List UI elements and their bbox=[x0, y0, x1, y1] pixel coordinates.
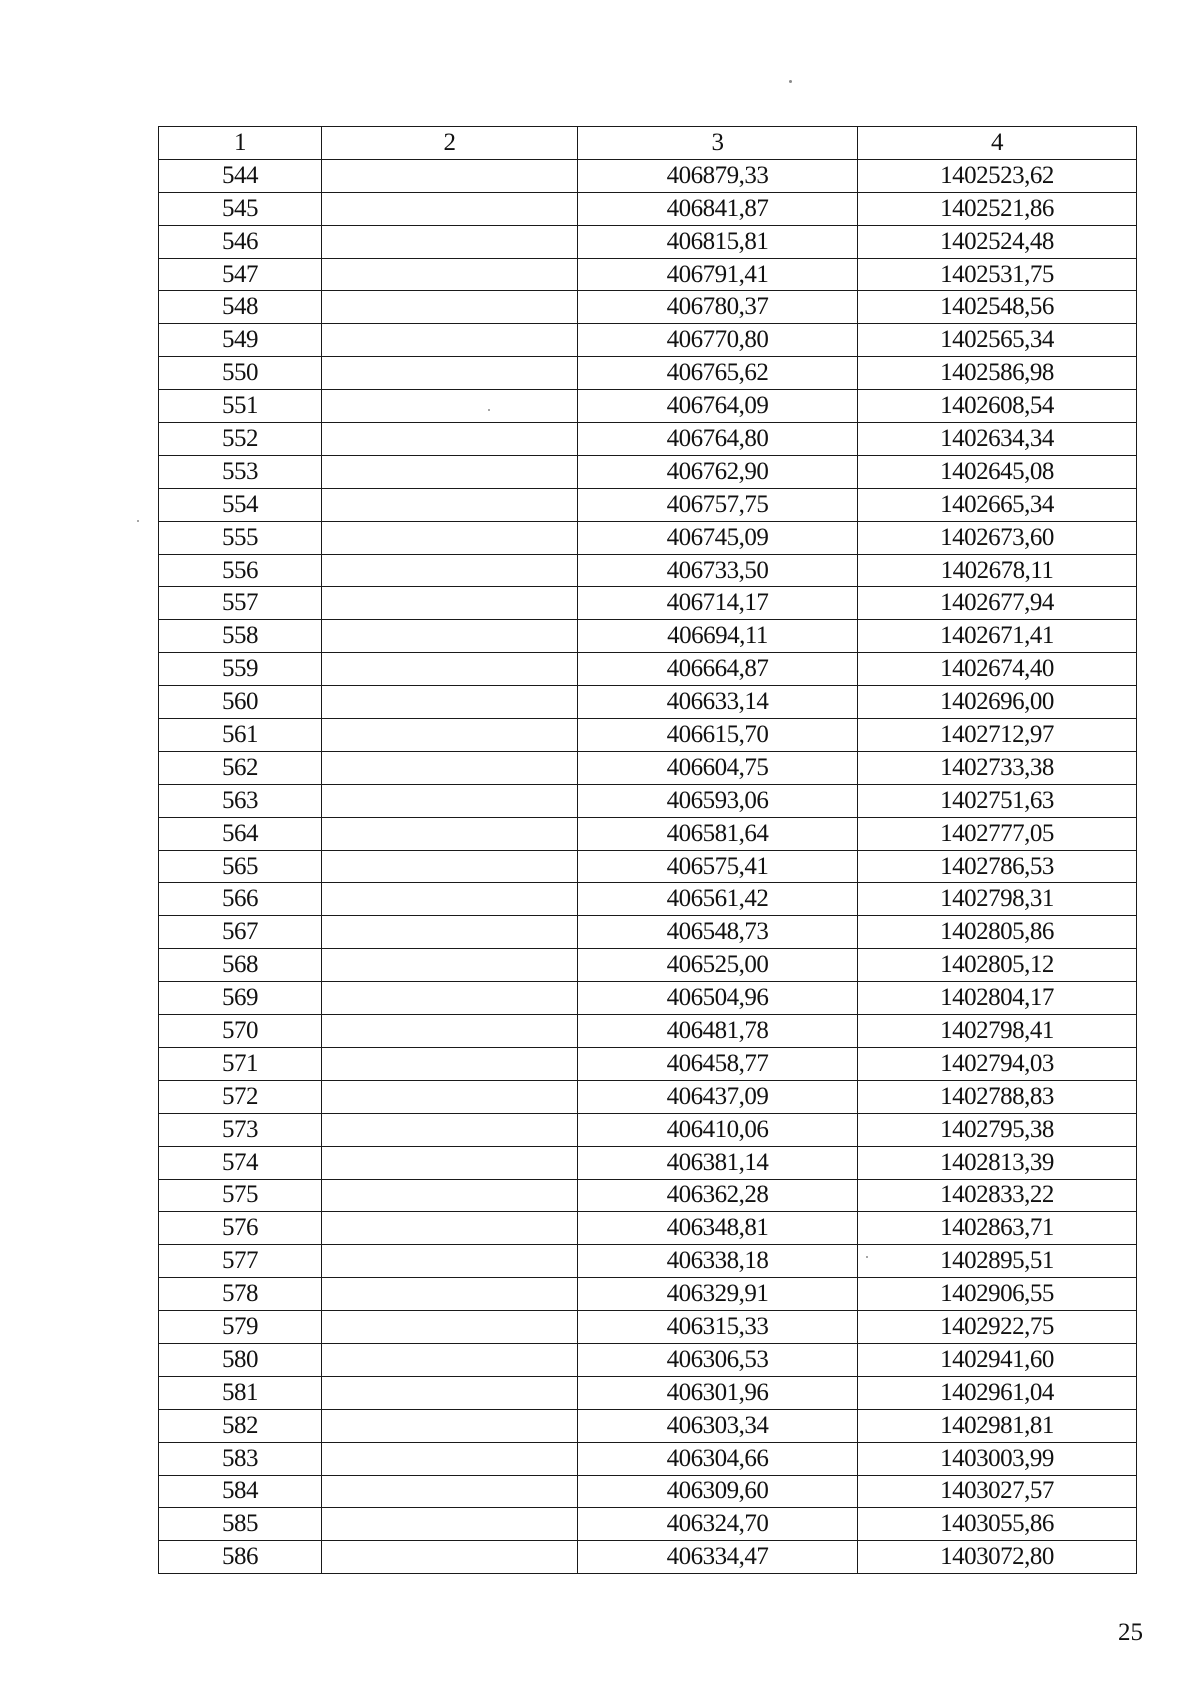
empty-cell bbox=[322, 488, 578, 521]
scan-speck bbox=[137, 520, 139, 522]
table-row bbox=[159, 1409, 1137, 1442]
table-row bbox=[159, 192, 1137, 225]
x-coordinate-cell: 406733,50 bbox=[578, 554, 858, 587]
x-coordinate-cell: 406841,87 bbox=[578, 192, 858, 225]
point-number-cell: 580 bbox=[159, 1343, 322, 1376]
y-coordinate-cell: 1402677,94 bbox=[858, 587, 1137, 620]
empty-cell bbox=[322, 784, 578, 817]
empty-cell bbox=[322, 817, 578, 850]
table-body bbox=[159, 159, 1137, 1573]
x-coordinate-cell: 406329,91 bbox=[578, 1278, 858, 1311]
empty-cell bbox=[322, 521, 578, 554]
table-row bbox=[159, 390, 1137, 423]
empty-cell bbox=[322, 1442, 578, 1475]
y-coordinate-cell: 1402804,17 bbox=[858, 982, 1137, 1015]
x-coordinate-cell: 406664,87 bbox=[578, 653, 858, 686]
x-coordinate-cell: 406362,28 bbox=[578, 1179, 858, 1212]
empty-cell bbox=[322, 1311, 578, 1344]
table-row bbox=[159, 1311, 1137, 1344]
y-coordinate-cell: 1402608,54 bbox=[858, 390, 1137, 423]
point-number-cell: 547 bbox=[159, 258, 322, 291]
scan-speck bbox=[789, 80, 792, 83]
x-coordinate-cell: 406561,42 bbox=[578, 883, 858, 916]
x-coordinate-cell: 406481,78 bbox=[578, 1015, 858, 1048]
empty-cell bbox=[322, 1015, 578, 1048]
point-number-cell: 566 bbox=[159, 883, 322, 916]
empty-cell bbox=[322, 949, 578, 982]
y-coordinate-cell: 1402922,75 bbox=[858, 1311, 1137, 1344]
y-coordinate-cell: 1402645,08 bbox=[858, 455, 1137, 488]
y-coordinate-cell: 1402833,22 bbox=[858, 1179, 1137, 1212]
header-cell-1: 1 bbox=[159, 127, 322, 160]
point-number-cell: 576 bbox=[159, 1212, 322, 1245]
table-row bbox=[159, 850, 1137, 883]
point-number-cell: 578 bbox=[159, 1278, 322, 1311]
y-coordinate-cell: 1402531,75 bbox=[858, 258, 1137, 291]
empty-cell bbox=[322, 390, 578, 423]
y-coordinate-cell: 1402524,48 bbox=[858, 225, 1137, 258]
x-coordinate-cell: 406581,64 bbox=[578, 817, 858, 850]
y-coordinate-cell: 1402961,04 bbox=[858, 1376, 1137, 1409]
empty-cell bbox=[322, 357, 578, 390]
empty-cell bbox=[322, 1047, 578, 1080]
x-coordinate-cell: 406575,41 bbox=[578, 850, 858, 883]
y-coordinate-cell: 1402798,31 bbox=[858, 883, 1137, 916]
empty-cell bbox=[322, 1541, 578, 1574]
y-coordinate-cell: 1402813,39 bbox=[858, 1146, 1137, 1179]
x-coordinate-cell: 406324,70 bbox=[578, 1508, 858, 1541]
y-coordinate-cell: 1402565,34 bbox=[858, 324, 1137, 357]
x-coordinate-cell: 406633,14 bbox=[578, 686, 858, 719]
x-coordinate-cell: 406410,06 bbox=[578, 1113, 858, 1146]
x-coordinate-cell: 406315,33 bbox=[578, 1311, 858, 1344]
point-number-cell: 569 bbox=[159, 982, 322, 1015]
x-coordinate-cell: 406301,96 bbox=[578, 1376, 858, 1409]
y-coordinate-cell: 1402805,86 bbox=[858, 916, 1137, 949]
empty-cell bbox=[322, 653, 578, 686]
point-number-cell: 570 bbox=[159, 1015, 322, 1048]
point-number-cell: 579 bbox=[159, 1311, 322, 1344]
point-number-cell: 551 bbox=[159, 390, 322, 423]
point-number-cell: 583 bbox=[159, 1442, 322, 1475]
x-coordinate-cell: 406762,90 bbox=[578, 455, 858, 488]
y-coordinate-cell: 1402788,83 bbox=[858, 1080, 1137, 1113]
table-row bbox=[159, 719, 1137, 752]
y-coordinate-cell: 1402733,38 bbox=[858, 751, 1137, 784]
y-coordinate-cell: 1402678,11 bbox=[858, 554, 1137, 587]
table-row bbox=[159, 916, 1137, 949]
x-coordinate-cell: 406780,37 bbox=[578, 291, 858, 324]
table-row bbox=[159, 817, 1137, 850]
table-row bbox=[159, 1212, 1137, 1245]
point-number-cell: 549 bbox=[159, 324, 322, 357]
empty-cell bbox=[322, 1376, 578, 1409]
point-number-cell: 550 bbox=[159, 357, 322, 390]
table-row bbox=[159, 455, 1137, 488]
empty-cell bbox=[322, 982, 578, 1015]
point-number-cell: 584 bbox=[159, 1475, 322, 1508]
table-row bbox=[159, 1541, 1137, 1574]
point-number-cell: 545 bbox=[159, 192, 322, 225]
x-coordinate-cell: 406525,00 bbox=[578, 949, 858, 982]
header-cell-3: 3 bbox=[578, 127, 858, 160]
table-row bbox=[159, 159, 1137, 192]
empty-cell bbox=[322, 455, 578, 488]
empty-cell bbox=[322, 1113, 578, 1146]
empty-cell bbox=[322, 159, 578, 192]
y-coordinate-cell: 1402674,40 bbox=[858, 653, 1137, 686]
x-coordinate-cell: 406309,60 bbox=[578, 1475, 858, 1508]
table-row bbox=[159, 225, 1137, 258]
point-number-cell: 557 bbox=[159, 587, 322, 620]
table-row bbox=[159, 1442, 1137, 1475]
empty-cell bbox=[322, 225, 578, 258]
point-number-cell: 562 bbox=[159, 751, 322, 784]
header-row bbox=[159, 127, 1137, 160]
point-number-cell: 572 bbox=[159, 1080, 322, 1113]
point-number-cell: 571 bbox=[159, 1047, 322, 1080]
y-coordinate-cell: 1402523,62 bbox=[858, 159, 1137, 192]
empty-cell bbox=[322, 916, 578, 949]
point-number-cell: 575 bbox=[159, 1179, 322, 1212]
page-number: 25 bbox=[1118, 1619, 1143, 1646]
point-number-cell: 548 bbox=[159, 291, 322, 324]
y-coordinate-cell: 1403027,57 bbox=[858, 1475, 1137, 1508]
point-number-cell: 544 bbox=[159, 159, 322, 192]
x-coordinate-cell: 406303,34 bbox=[578, 1409, 858, 1442]
x-coordinate-cell: 406306,53 bbox=[578, 1343, 858, 1376]
header-cell-4: 4 bbox=[858, 127, 1137, 160]
table-row bbox=[159, 423, 1137, 456]
table-header bbox=[159, 127, 1137, 160]
table-row bbox=[159, 587, 1137, 620]
empty-cell bbox=[322, 1179, 578, 1212]
point-number-cell: 565 bbox=[159, 850, 322, 883]
empty-cell bbox=[322, 587, 578, 620]
y-coordinate-cell: 1402981,81 bbox=[858, 1409, 1137, 1442]
table-row bbox=[159, 784, 1137, 817]
empty-cell bbox=[322, 192, 578, 225]
empty-cell bbox=[322, 883, 578, 916]
x-coordinate-cell: 406714,17 bbox=[578, 587, 858, 620]
table-row bbox=[159, 620, 1137, 653]
y-coordinate-cell: 1403072,80 bbox=[858, 1541, 1137, 1574]
empty-cell bbox=[322, 1212, 578, 1245]
table-row bbox=[159, 1343, 1137, 1376]
point-number-cell: 567 bbox=[159, 916, 322, 949]
empty-cell bbox=[322, 423, 578, 456]
x-coordinate-cell: 406745,09 bbox=[578, 521, 858, 554]
x-coordinate-cell: 406548,73 bbox=[578, 916, 858, 949]
empty-cell bbox=[322, 291, 578, 324]
point-number-cell: 561 bbox=[159, 719, 322, 752]
y-coordinate-cell: 1402634,34 bbox=[858, 423, 1137, 456]
table-row bbox=[159, 1047, 1137, 1080]
table-row bbox=[159, 653, 1137, 686]
y-coordinate-cell: 1402795,38 bbox=[858, 1113, 1137, 1146]
point-number-cell: 560 bbox=[159, 686, 322, 719]
y-coordinate-cell: 1402786,53 bbox=[858, 850, 1137, 883]
x-coordinate-cell: 406770,80 bbox=[578, 324, 858, 357]
x-coordinate-cell: 406765,62 bbox=[578, 357, 858, 390]
empty-cell bbox=[322, 1475, 578, 1508]
table-row bbox=[159, 521, 1137, 554]
table-row bbox=[159, 291, 1137, 324]
x-coordinate-cell: 406504,96 bbox=[578, 982, 858, 1015]
y-coordinate-cell: 1402777,05 bbox=[858, 817, 1137, 850]
point-number-cell: 574 bbox=[159, 1146, 322, 1179]
coordinates-table bbox=[158, 126, 1137, 1574]
x-coordinate-cell: 406458,77 bbox=[578, 1047, 858, 1080]
point-number-cell: 586 bbox=[159, 1541, 322, 1574]
y-coordinate-cell: 1402521,86 bbox=[858, 192, 1137, 225]
y-coordinate-cell: 1402941,60 bbox=[858, 1343, 1137, 1376]
empty-cell bbox=[322, 1080, 578, 1113]
x-coordinate-cell: 406615,70 bbox=[578, 719, 858, 752]
point-number-cell: 558 bbox=[159, 620, 322, 653]
point-number-cell: 546 bbox=[159, 225, 322, 258]
point-number-cell: 563 bbox=[159, 784, 322, 817]
y-coordinate-cell: 1402805,12 bbox=[858, 949, 1137, 982]
x-coordinate-cell: 406764,80 bbox=[578, 423, 858, 456]
x-coordinate-cell: 406764,09 bbox=[578, 390, 858, 423]
point-number-cell: 568 bbox=[159, 949, 322, 982]
y-coordinate-cell: 1402586,98 bbox=[858, 357, 1137, 390]
point-number-cell: 554 bbox=[159, 488, 322, 521]
table-row bbox=[159, 1278, 1137, 1311]
y-coordinate-cell: 1403003,99 bbox=[858, 1442, 1137, 1475]
point-number-cell: 582 bbox=[159, 1409, 322, 1442]
point-number-cell: 555 bbox=[159, 521, 322, 554]
x-coordinate-cell: 406437,09 bbox=[578, 1080, 858, 1113]
y-coordinate-cell: 1402906,55 bbox=[858, 1278, 1137, 1311]
table-row bbox=[159, 554, 1137, 587]
header-cell-2: 2 bbox=[322, 127, 578, 160]
empty-cell bbox=[322, 258, 578, 291]
empty-cell bbox=[322, 1409, 578, 1442]
empty-cell bbox=[322, 751, 578, 784]
y-coordinate-cell: 1402751,63 bbox=[858, 784, 1137, 817]
point-number-cell: 573 bbox=[159, 1113, 322, 1146]
table-row bbox=[159, 1113, 1137, 1146]
x-coordinate-cell: 406791,41 bbox=[578, 258, 858, 291]
y-coordinate-cell: 1402712,97 bbox=[858, 719, 1137, 752]
x-coordinate-cell: 406757,75 bbox=[578, 488, 858, 521]
x-coordinate-cell: 406879,33 bbox=[578, 159, 858, 192]
x-coordinate-cell: 406604,75 bbox=[578, 751, 858, 784]
point-number-cell: 564 bbox=[159, 817, 322, 850]
table-row bbox=[159, 1179, 1137, 1212]
table-row bbox=[159, 1475, 1137, 1508]
x-coordinate-cell: 406338,18 bbox=[578, 1245, 858, 1278]
table-row bbox=[159, 982, 1137, 1015]
empty-cell bbox=[322, 620, 578, 653]
table-row bbox=[159, 751, 1137, 784]
table-row bbox=[159, 488, 1137, 521]
point-number-cell: 556 bbox=[159, 554, 322, 587]
x-coordinate-cell: 406381,14 bbox=[578, 1146, 858, 1179]
x-coordinate-cell: 406694,11 bbox=[578, 620, 858, 653]
empty-cell bbox=[322, 686, 578, 719]
table-row bbox=[159, 357, 1137, 390]
y-coordinate-cell: 1402696,00 bbox=[858, 686, 1137, 719]
table-row bbox=[159, 1080, 1137, 1113]
point-number-cell: 577 bbox=[159, 1245, 322, 1278]
point-number-cell: 581 bbox=[159, 1376, 322, 1409]
x-coordinate-cell: 406304,66 bbox=[578, 1442, 858, 1475]
y-coordinate-cell: 1402895,51 bbox=[858, 1245, 1137, 1278]
y-coordinate-cell: 1402665,34 bbox=[858, 488, 1137, 521]
table-row bbox=[159, 1508, 1137, 1541]
y-coordinate-cell: 1402794,03 bbox=[858, 1047, 1137, 1080]
x-coordinate-cell: 406348,81 bbox=[578, 1212, 858, 1245]
point-number-cell: 553 bbox=[159, 455, 322, 488]
empty-cell bbox=[322, 850, 578, 883]
empty-cell bbox=[322, 554, 578, 587]
y-coordinate-cell: 1402548,56 bbox=[858, 291, 1137, 324]
x-coordinate-cell: 406593,06 bbox=[578, 784, 858, 817]
point-number-cell: 552 bbox=[159, 423, 322, 456]
empty-cell bbox=[322, 1343, 578, 1376]
table-row bbox=[159, 686, 1137, 719]
table-row bbox=[159, 1146, 1137, 1179]
empty-cell bbox=[322, 324, 578, 357]
empty-cell bbox=[322, 1146, 578, 1179]
y-coordinate-cell: 1402673,60 bbox=[858, 521, 1137, 554]
point-number-cell: 559 bbox=[159, 653, 322, 686]
table-row bbox=[159, 949, 1137, 982]
table-row bbox=[159, 1376, 1137, 1409]
table-row bbox=[159, 1015, 1137, 1048]
y-coordinate-cell: 1402863,71 bbox=[858, 1212, 1137, 1245]
x-coordinate-cell: 406815,81 bbox=[578, 225, 858, 258]
table-row bbox=[159, 258, 1137, 291]
point-number-cell: 585 bbox=[159, 1508, 322, 1541]
empty-cell bbox=[322, 719, 578, 752]
empty-cell bbox=[322, 1278, 578, 1311]
table-row bbox=[159, 324, 1137, 357]
table-row bbox=[159, 1245, 1137, 1278]
y-coordinate-cell: 1402798,41 bbox=[858, 1015, 1137, 1048]
x-coordinate-cell: 406334,47 bbox=[578, 1541, 858, 1574]
y-coordinate-cell: 1403055,86 bbox=[858, 1508, 1137, 1541]
y-coordinate-cell: 1402671,41 bbox=[858, 620, 1137, 653]
empty-cell bbox=[322, 1245, 578, 1278]
empty-cell bbox=[322, 1508, 578, 1541]
table-row bbox=[159, 883, 1137, 916]
